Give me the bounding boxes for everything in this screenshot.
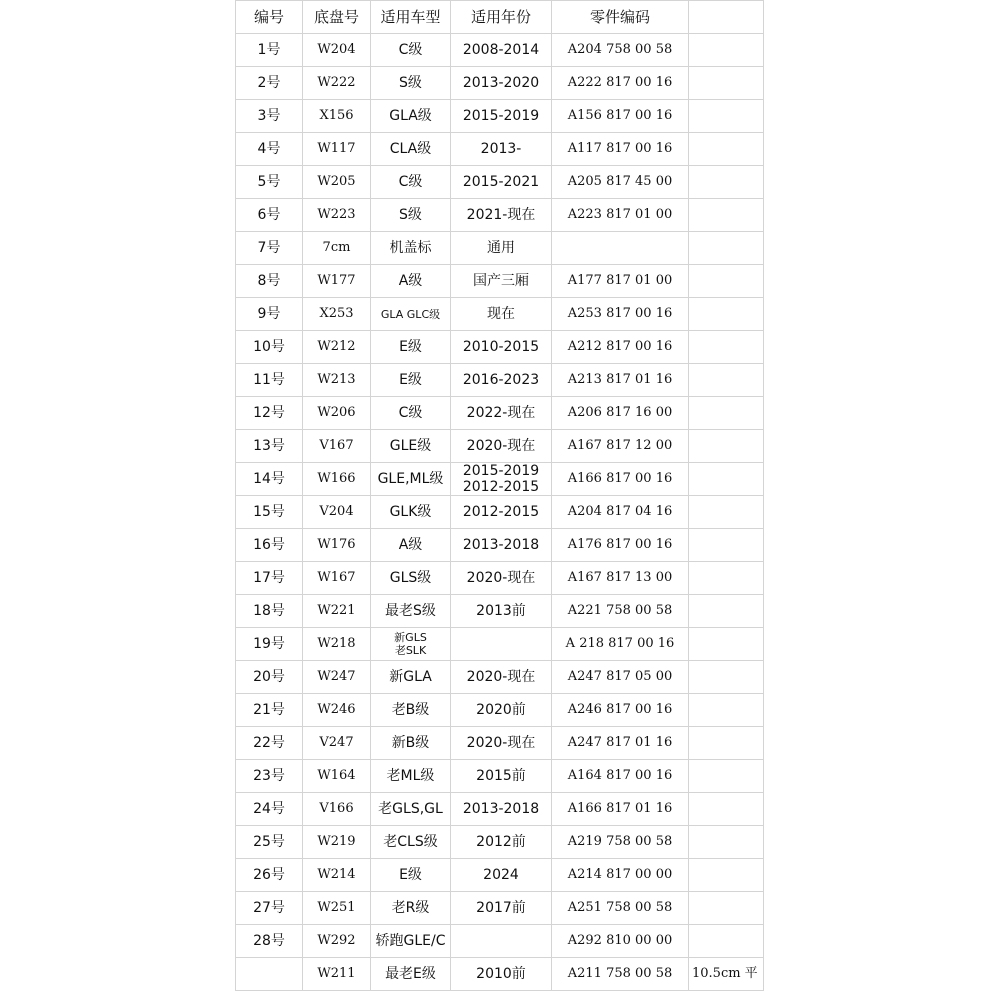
cell-chassis: W117 xyxy=(303,133,371,166)
cell-chassis: W206 xyxy=(303,397,371,430)
cell-part-code: A166 817 00 16 xyxy=(552,463,689,496)
cell-years: 2015-2019 xyxy=(451,100,552,133)
cell-model: 老ML级 xyxy=(371,760,451,793)
table-row xyxy=(236,958,764,991)
table-row xyxy=(236,760,764,793)
cell-years: 2017前 xyxy=(451,892,552,925)
cell-model: 新B级 xyxy=(371,727,451,760)
table-row xyxy=(236,595,764,628)
cell-model: E级 xyxy=(371,859,451,892)
cell-years: 2010-2015 xyxy=(451,331,552,364)
cell-extra xyxy=(689,298,764,331)
cell-extra xyxy=(689,892,764,925)
table-row xyxy=(236,661,764,694)
cell-part-code: A 218 817 00 16 xyxy=(552,628,689,661)
cell-extra xyxy=(689,727,764,760)
cell-part-code: A156 817 00 16 xyxy=(552,100,689,133)
cell-extra xyxy=(689,628,764,661)
table-row xyxy=(236,562,764,595)
cell-years: 现在 xyxy=(451,298,552,331)
cell-part-code: A221 758 00 58 xyxy=(552,595,689,628)
cell-chassis: W292 xyxy=(303,925,371,958)
cell-extra xyxy=(689,694,764,727)
cell-number: 5号 xyxy=(236,166,303,199)
cell-chassis: W176 xyxy=(303,529,371,562)
cell-years xyxy=(451,628,552,661)
cell-extra xyxy=(689,397,764,430)
cell-number: 13号 xyxy=(236,430,303,463)
header-model: 适用车型 xyxy=(371,1,451,34)
cell-model: A级 xyxy=(371,265,451,298)
cell-extra xyxy=(689,232,764,265)
cell-extra xyxy=(689,496,764,529)
header-row xyxy=(236,1,764,34)
cell-extra xyxy=(689,793,764,826)
table-row xyxy=(236,430,764,463)
table-row xyxy=(236,331,764,364)
cell-chassis: W211 xyxy=(303,958,371,991)
cell-model: C级 xyxy=(371,166,451,199)
cell-number: 23号 xyxy=(236,760,303,793)
cell-number: 15号 xyxy=(236,496,303,529)
cell-part-code: A214 817 00 00 xyxy=(552,859,689,892)
cell-part-code: A167 817 12 00 xyxy=(552,430,689,463)
cell-extra xyxy=(689,199,764,232)
cell-number: 27号 xyxy=(236,892,303,925)
cell-part-code: A222 817 00 16 xyxy=(552,67,689,100)
cell-chassis: W221 xyxy=(303,595,371,628)
table-row xyxy=(236,529,764,562)
cell-model: GLS级 xyxy=(371,562,451,595)
header-years: 适用年份 xyxy=(451,1,552,34)
cell-extra xyxy=(689,133,764,166)
cell-chassis: W251 xyxy=(303,892,371,925)
cell-extra xyxy=(689,265,764,298)
cell-chassis: W214 xyxy=(303,859,371,892)
cell-chassis: W205 xyxy=(303,166,371,199)
cell-model: 最老E级 xyxy=(371,958,451,991)
cell-part-code: A253 817 00 16 xyxy=(552,298,689,331)
cell-part-code: A213 817 01 16 xyxy=(552,364,689,397)
cell-chassis: W222 xyxy=(303,67,371,100)
table-row xyxy=(236,166,764,199)
cell-model: E级 xyxy=(371,364,451,397)
cell-years xyxy=(451,925,552,958)
cell-model: GLE级 xyxy=(371,430,451,463)
cell-extra xyxy=(689,463,764,496)
table-row xyxy=(236,67,764,100)
cell-years: 2020-现在 xyxy=(451,562,552,595)
cell-part-code: A167 817 13 00 xyxy=(552,562,689,595)
cell-chassis: W166 xyxy=(303,463,371,496)
cell-chassis: W204 xyxy=(303,34,371,67)
cell-chassis: W218 xyxy=(303,628,371,661)
cell-part-code: A204 758 00 58 xyxy=(552,34,689,67)
cell-extra xyxy=(689,100,764,133)
cell-model: C级 xyxy=(371,34,451,67)
cell-model-line: 老SLK xyxy=(394,644,427,657)
cell-model: GLA级 xyxy=(371,100,451,133)
cell-part-code xyxy=(552,232,689,265)
cell-number: 9号 xyxy=(236,298,303,331)
cell-years: 2012-2015 xyxy=(451,496,552,529)
cell-extra xyxy=(689,661,764,694)
cell-years: 2010前 xyxy=(451,958,552,991)
cell-years: 2015前 xyxy=(451,760,552,793)
cell-number: 1号 xyxy=(236,34,303,67)
cell-extra xyxy=(689,826,764,859)
cell-number: 18号 xyxy=(236,595,303,628)
cell-number: 2号 xyxy=(236,67,303,100)
cell-model: A级 xyxy=(371,529,451,562)
header-part-code: 零件编码 xyxy=(552,1,689,34)
cell-extra xyxy=(689,430,764,463)
cell-model: S级 xyxy=(371,67,451,100)
cell-chassis: V247 xyxy=(303,727,371,760)
table-row xyxy=(236,463,764,496)
cell-model: C级 xyxy=(371,397,451,430)
table-row xyxy=(236,133,764,166)
cell-model xyxy=(371,628,451,661)
table-row xyxy=(236,694,764,727)
cell-chassis: V166 xyxy=(303,793,371,826)
cell-part-code: A164 817 00 16 xyxy=(552,760,689,793)
cell-number: 10号 xyxy=(236,331,303,364)
cell-years: 2012前 xyxy=(451,826,552,859)
cell-part-code: A211 758 00 58 xyxy=(552,958,689,991)
cell-chassis: V167 xyxy=(303,430,371,463)
cell-extra xyxy=(689,34,764,67)
cell-extra xyxy=(689,760,764,793)
table-row xyxy=(236,628,764,661)
table-row xyxy=(236,727,764,760)
cell-years: 2022-现在 xyxy=(451,397,552,430)
cell-part-code: A219 758 00 58 xyxy=(552,826,689,859)
cell-model: 老B级 xyxy=(371,694,451,727)
cell-number: 11号 xyxy=(236,364,303,397)
table-row xyxy=(236,826,764,859)
cell-years-line: 2012-2015 xyxy=(462,479,540,495)
cell-extra xyxy=(689,331,764,364)
cell-model-line: 新GLS xyxy=(394,631,427,644)
cell-years-line: 2015-2019 xyxy=(462,463,540,479)
cell-years: 2008-2014 xyxy=(451,34,552,67)
parts-table xyxy=(235,0,764,991)
cell-number: 24号 xyxy=(236,793,303,826)
cell-years xyxy=(451,463,552,496)
cell-part-code: A251 758 00 58 xyxy=(552,892,689,925)
cell-number: 12号 xyxy=(236,397,303,430)
cell-number: 19号 xyxy=(236,628,303,661)
table-row xyxy=(236,925,764,958)
header-chassis: 底盘号 xyxy=(303,1,371,34)
cell-model: GLE,ML级 xyxy=(371,463,451,496)
table-row xyxy=(236,100,764,133)
cell-years: 2020-现在 xyxy=(451,430,552,463)
cell-extra xyxy=(689,529,764,562)
cell-extra: 10.5cm 平 xyxy=(689,958,764,991)
cell-model: 机盖标 xyxy=(371,232,451,265)
cell-extra xyxy=(689,166,764,199)
header-extra xyxy=(689,1,764,34)
cell-number xyxy=(236,958,303,991)
table-row xyxy=(236,232,764,265)
cell-number: 26号 xyxy=(236,859,303,892)
cell-number: 20号 xyxy=(236,661,303,694)
table-row xyxy=(236,265,764,298)
cell-model: GLK级 xyxy=(371,496,451,529)
cell-number: 28号 xyxy=(236,925,303,958)
table-row xyxy=(236,793,764,826)
cell-years: 2024 xyxy=(451,859,552,892)
cell-years: 2013-2020 xyxy=(451,67,552,100)
cell-part-code: A247 817 05 00 xyxy=(552,661,689,694)
table-row xyxy=(236,397,764,430)
cell-model: 最老S级 xyxy=(371,595,451,628)
cell-part-code: A247 817 01 16 xyxy=(552,727,689,760)
cell-chassis: W167 xyxy=(303,562,371,595)
cell-chassis: W219 xyxy=(303,826,371,859)
cell-model: 老CLS级 xyxy=(371,826,451,859)
cell-chassis: X253 xyxy=(303,298,371,331)
cell-part-code: A177 817 01 00 xyxy=(552,265,689,298)
cell-years: 2016-2023 xyxy=(451,364,552,397)
cell-years: 2013前 xyxy=(451,595,552,628)
cell-model: 新GLA xyxy=(371,661,451,694)
cell-number: 22号 xyxy=(236,727,303,760)
cell-number: 6号 xyxy=(236,199,303,232)
cell-extra xyxy=(689,67,764,100)
cell-chassis: X156 xyxy=(303,100,371,133)
table-row xyxy=(236,892,764,925)
cell-part-code: A204 817 04 16 xyxy=(552,496,689,529)
cell-part-code: A246 817 00 16 xyxy=(552,694,689,727)
cell-part-code: A117 817 00 16 xyxy=(552,133,689,166)
cell-part-code: A206 817 16 00 xyxy=(552,397,689,430)
table-row xyxy=(236,298,764,331)
cell-years: 2020-现在 xyxy=(451,727,552,760)
cell-extra xyxy=(689,595,764,628)
cell-number: 8号 xyxy=(236,265,303,298)
cell-years: 2020-现在 xyxy=(451,661,552,694)
cell-number: 7号 xyxy=(236,232,303,265)
cell-years: 2021-现在 xyxy=(451,199,552,232)
cell-years: 2020前 xyxy=(451,694,552,727)
header-number: 编号 xyxy=(236,1,303,34)
cell-years: 2013- xyxy=(451,133,552,166)
cell-number: 16号 xyxy=(236,529,303,562)
cell-years: 2015-2021 xyxy=(451,166,552,199)
cell-extra xyxy=(689,859,764,892)
cell-chassis: W177 xyxy=(303,265,371,298)
cell-chassis: W247 xyxy=(303,661,371,694)
cell-chassis: W212 xyxy=(303,331,371,364)
cell-years: 通用 xyxy=(451,232,552,265)
cell-part-code: A223 817 01 00 xyxy=(552,199,689,232)
cell-years: 国产三厢 xyxy=(451,265,552,298)
cell-chassis: W223 xyxy=(303,199,371,232)
cell-number: 4号 xyxy=(236,133,303,166)
cell-number: 25号 xyxy=(236,826,303,859)
cell-part-code: A205 817 45 00 xyxy=(552,166,689,199)
cell-model: 轿跑GLE/C xyxy=(371,925,451,958)
cell-model: 老GLS,GL xyxy=(371,793,451,826)
table-row xyxy=(236,34,764,67)
cell-extra xyxy=(689,925,764,958)
cell-model: CLA级 xyxy=(371,133,451,166)
table-row xyxy=(236,364,764,397)
cell-chassis: W246 xyxy=(303,694,371,727)
table-row xyxy=(236,859,764,892)
cell-model: GLA GLC级 xyxy=(371,298,451,331)
cell-chassis: 7cm xyxy=(303,232,371,265)
cell-years: 2013-2018 xyxy=(451,529,552,562)
cell-extra xyxy=(689,562,764,595)
cell-chassis: W164 xyxy=(303,760,371,793)
cell-part-code: A166 817 01 16 xyxy=(552,793,689,826)
cell-chassis: W213 xyxy=(303,364,371,397)
cell-years: 2013-2018 xyxy=(451,793,552,826)
cell-number: 17号 xyxy=(236,562,303,595)
cell-number: 21号 xyxy=(236,694,303,727)
cell-part-code: A292 810 00 00 xyxy=(552,925,689,958)
cell-part-code: A176 817 00 16 xyxy=(552,529,689,562)
table-row xyxy=(236,496,764,529)
cell-model: S级 xyxy=(371,199,451,232)
cell-extra xyxy=(689,364,764,397)
table-row xyxy=(236,199,764,232)
table-body xyxy=(236,34,764,991)
cell-number: 14号 xyxy=(236,463,303,496)
cell-part-code: A212 817 00 16 xyxy=(552,331,689,364)
cell-model: E级 xyxy=(371,331,451,364)
cell-model: 老R级 xyxy=(371,892,451,925)
cell-chassis: V204 xyxy=(303,496,371,529)
cell-number: 3号 xyxy=(236,100,303,133)
